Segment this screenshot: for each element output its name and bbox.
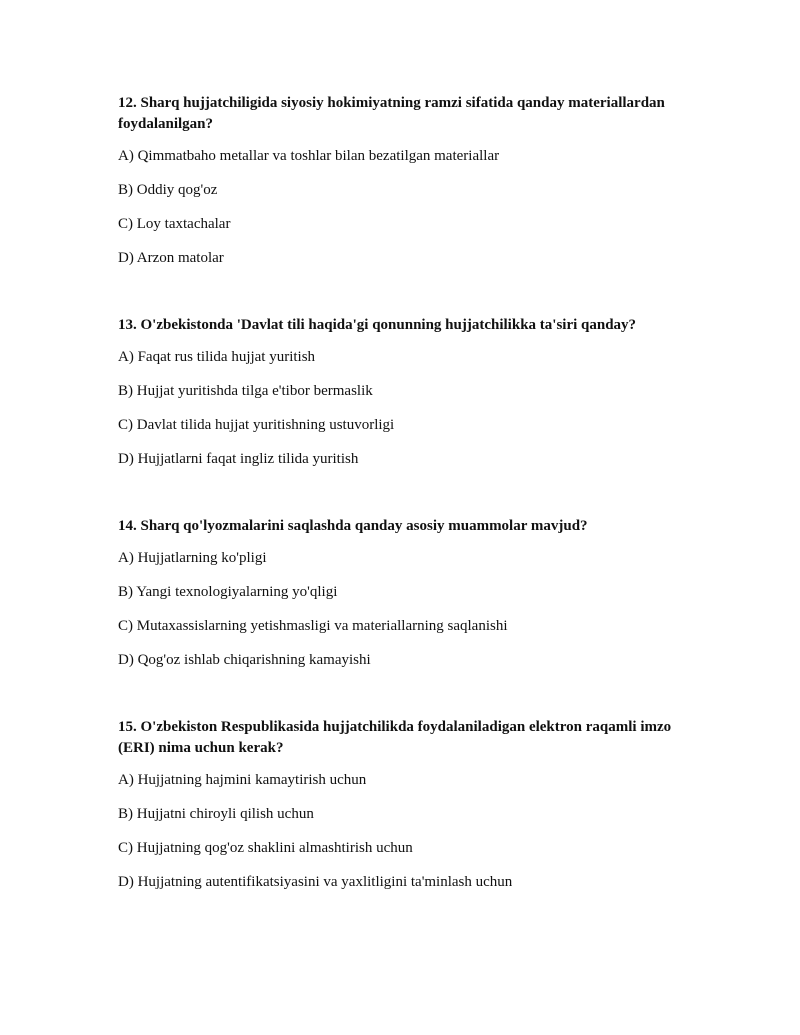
question-list (118, 93, 678, 939)
answer-option-c: C) Davlat tilida hujjat yuritishning ustuvorligi (118, 417, 395, 433)
answer-option-c: C) Mutaxassislarning yetishmasligi va materiallarning saqlanishi (118, 618, 508, 634)
answer-option-a: A) Hujjatlarning ko'pligi (118, 550, 267, 566)
answer-option-d: D) Arzon matolar (118, 250, 224, 266)
question-13 (118, 315, 678, 469)
answer-option-c: C) Hujjatning qog'oz shaklini almashtirish uchun (118, 840, 413, 856)
answer-option-d: D) Hujjatning autentifikatsiyasini va yaxlitligini ta'minlash uchun (118, 874, 513, 890)
answer-option-b: B) Oddiy qog'oz (118, 182, 218, 198)
question-14 (118, 516, 678, 670)
question-15 (118, 717, 678, 892)
answer-option-d: D) Hujjatlarni faqat ingliz tilida yuritish (118, 451, 359, 467)
answer-option-c: C) Loy taxtachalar (118, 216, 231, 232)
answer-option-d: D) Qog'oz ishlab chiqarishning kamayishi (118, 652, 371, 668)
answer-option-b: B) Hujjat yuritishda tilga e'tibor bermaslik (118, 383, 373, 399)
answer-option-b: B) Hujjatni chiroyli qilish uchun (118, 806, 314, 822)
answer-option-b: B) Yangi texnologiyalarning yo'qligi (118, 584, 338, 600)
answer-option-a: A) Qimmatbaho metallar va toshlar bilan bezatilgan materiallar (118, 148, 500, 164)
question-text: 12. Sharq hujjatchiligida siyosiy hokimiyatning ramzi sifatida qanday materiallardan foydalanilgan? (118, 95, 665, 132)
question-text: 14. Sharq qo'lyozmalarini saqlashda qanday asosiy muammolar mavjud? (118, 518, 588, 534)
answer-option-a: A) Hujjatning hajmini kamaytirish uchun (118, 772, 367, 788)
question-text: 13. O'zbekistonda 'Davlat tili haqida'gi qonunning hujjatchilikka ta'siri qanday? (118, 317, 637, 333)
question-text: 15. O'zbekiston Respublikasida hujjatchilikda foydalaniladigan elektron raqamli imzo (ERI) nima uchun kerak? (118, 719, 672, 756)
question-12 (118, 93, 678, 268)
answer-option-a: A) Faqat rus tilida hujjat yuritish (118, 349, 316, 365)
